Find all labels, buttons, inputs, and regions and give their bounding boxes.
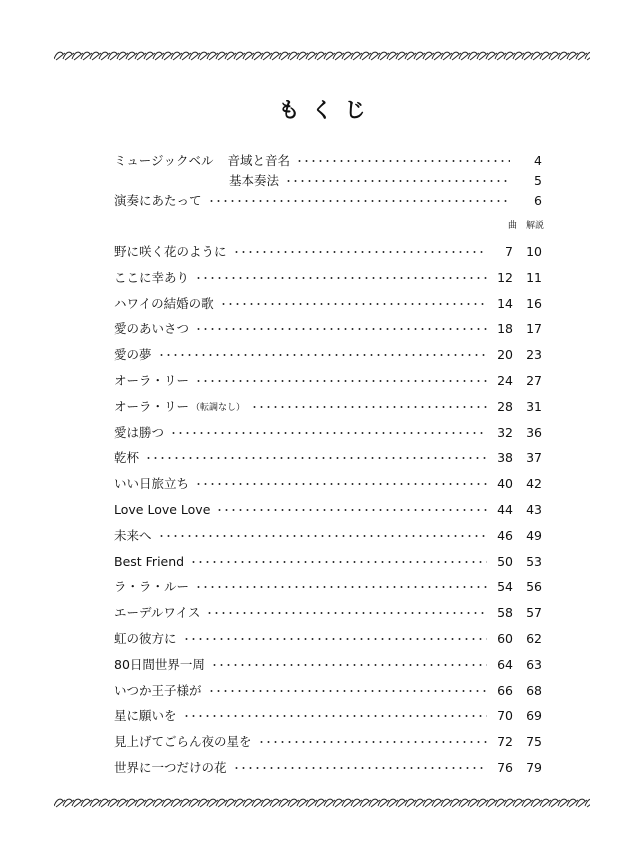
dot-leader [183, 638, 487, 640]
song-title: ここに幸あり [114, 270, 190, 285]
dot-leader [195, 586, 487, 588]
song-title: オーラ・リー [114, 373, 190, 388]
commentary-page-number: 62 [526, 630, 542, 646]
song-page-number: 70 [497, 707, 513, 723]
song-title: 星に願いを [114, 708, 177, 723]
song-title: 愛のあいさつ [114, 321, 190, 336]
dot-leader [195, 380, 487, 382]
intro-entry-label: ミュージックベル [114, 153, 214, 168]
commentary-page-number: 68 [526, 682, 542, 698]
commentary-page-number: 63 [526, 656, 542, 672]
song-title: オーラ・リー [114, 399, 190, 414]
song-page-number: 54 [497, 578, 513, 594]
page-number: 6 [534, 192, 542, 208]
toc-entry[interactable] [114, 293, 542, 313]
toc-entry[interactable] [114, 396, 542, 416]
page-number: 4 [534, 152, 542, 168]
dot-leader [285, 180, 510, 182]
decorative-border-top [54, 50, 590, 62]
dot-leader [183, 715, 487, 717]
song-page-number: 14 [497, 295, 513, 311]
toc-entry[interactable] [114, 422, 542, 442]
song-page-number: 28 [497, 398, 513, 414]
song-title: Love Love Love [114, 501, 211, 517]
song-page-number: 66 [497, 682, 513, 698]
commentary-page-number: 16 [526, 295, 542, 311]
commentary-page-number: 56 [526, 578, 542, 594]
intro-entry[interactable] [114, 190, 542, 210]
dot-leader [208, 200, 510, 202]
toc-entry[interactable] [114, 757, 542, 777]
song-title: 未来へ [114, 528, 152, 543]
toc-entry[interactable] [114, 731, 542, 751]
dot-leader [233, 251, 487, 253]
toc-entry[interactable] [114, 602, 542, 622]
column-header-song: 曲 [507, 221, 517, 231]
intro-entry-label: 演奏にあたって [114, 193, 202, 208]
song-title: 世界に一つだけの花 [114, 760, 227, 775]
song-title-note: （転調なし） [191, 402, 246, 413]
commentary-page-number: 57 [526, 604, 542, 620]
commentary-page-number: 37 [526, 449, 542, 465]
column-header-commentary: 解説 [525, 221, 544, 231]
toc-entry[interactable] [114, 705, 542, 725]
toc-entry[interactable] [114, 628, 542, 648]
toc-entry[interactable] [114, 318, 542, 338]
dot-leader [195, 277, 487, 279]
dot-leader [145, 457, 487, 459]
dot-leader [251, 406, 487, 408]
song-title: ラ・ラ・ルー [114, 579, 190, 594]
toc-entry[interactable] [114, 473, 542, 493]
toc-entry[interactable] [114, 551, 542, 571]
song-title: 乾杯 [114, 450, 140, 465]
dot-leader [190, 561, 487, 563]
column-headers [490, 218, 544, 232]
song-title: 野に咲く花のように [114, 244, 227, 259]
rope-border-graphic [54, 797, 590, 809]
commentary-page-number: 53 [526, 553, 542, 569]
commentary-page-number: 27 [526, 372, 542, 388]
toc-entry[interactable] [114, 241, 542, 261]
commentary-page-number: 11 [526, 269, 542, 285]
song-title: 愛の夢 [114, 347, 152, 362]
song-title: いつか王子様が [114, 683, 202, 698]
toc-entry[interactable] [114, 370, 542, 390]
dot-leader [206, 612, 487, 614]
song-page-number: 24 [497, 372, 513, 388]
song-title: 虹の彼方に [114, 631, 177, 646]
song-page-number: 7 [505, 243, 513, 259]
toc-entry[interactable] [114, 447, 542, 467]
dot-leader [216, 509, 487, 511]
song-page-number: 72 [497, 733, 513, 749]
song-page-number: 38 [497, 449, 513, 465]
rope-border-graphic [54, 50, 590, 62]
intro-entry[interactable] [114, 150, 542, 170]
commentary-page-number: 10 [526, 243, 542, 259]
commentary-page-number: 42 [526, 475, 542, 491]
toc-entry[interactable] [114, 499, 542, 519]
commentary-page-number: 36 [526, 424, 542, 440]
song-page-number: 12 [497, 269, 513, 285]
commentary-page-number: 31 [526, 398, 542, 414]
toc-entry[interactable] [114, 267, 542, 287]
dot-leader [158, 535, 487, 537]
song-page-number: 40 [497, 475, 513, 491]
toc-entry[interactable] [114, 344, 542, 364]
intro-entry[interactable] [229, 170, 542, 190]
song-page-number: 46 [497, 527, 513, 543]
dot-leader [220, 303, 487, 305]
commentary-page-number: 75 [526, 733, 542, 749]
commentary-page-number: 17 [526, 320, 542, 336]
dot-leader [158, 354, 487, 356]
intro-entry-sublabel: 基本奏法 [229, 173, 280, 188]
toc-entry[interactable] [114, 576, 542, 596]
song-page-number: 44 [497, 501, 513, 517]
dot-leader [195, 483, 487, 485]
toc-entry[interactable] [114, 680, 542, 700]
intro-entry-sublabel: 音域と音名 [227, 153, 291, 168]
commentary-page-number: 79 [526, 759, 542, 775]
song-page-number: 58 [497, 604, 513, 620]
page-number: 5 [534, 172, 542, 188]
song-page-number: 76 [497, 759, 513, 775]
song-page-number: 50 [497, 553, 513, 569]
toc-entry[interactable] [114, 525, 542, 545]
song-title: 愛は勝つ [114, 425, 165, 440]
song-title: エーデルワイス [114, 605, 201, 620]
song-page-number: 32 [497, 424, 513, 440]
dot-leader [208, 690, 487, 692]
song-title: いい日旅立ち [114, 476, 190, 491]
song-page-number: 20 [497, 346, 513, 362]
commentary-page-number: 69 [526, 707, 542, 723]
dot-leader [211, 664, 487, 666]
dot-leader [233, 767, 487, 769]
dot-leader [195, 328, 487, 330]
song-page-number: 60 [497, 630, 513, 646]
commentary-page-number: 23 [526, 346, 542, 362]
song-title: ハワイの結婚の歌 [114, 296, 214, 311]
page-title: もくじ [278, 98, 378, 122]
song-title: 80日間世界一周 [114, 657, 205, 672]
song-title: 見上げてごらん夜の星を [114, 734, 252, 749]
commentary-page-number: 49 [526, 527, 542, 543]
dot-leader [258, 741, 487, 743]
dot-leader [170, 432, 487, 434]
commentary-page-number: 43 [526, 501, 542, 517]
song-page-number: 18 [497, 320, 513, 336]
song-page-number: 64 [497, 656, 513, 672]
decorative-border-bottom [54, 797, 590, 809]
song-title: Best Friend [114, 553, 185, 569]
toc-entry[interactable] [114, 654, 542, 674]
dot-leader [296, 160, 510, 162]
